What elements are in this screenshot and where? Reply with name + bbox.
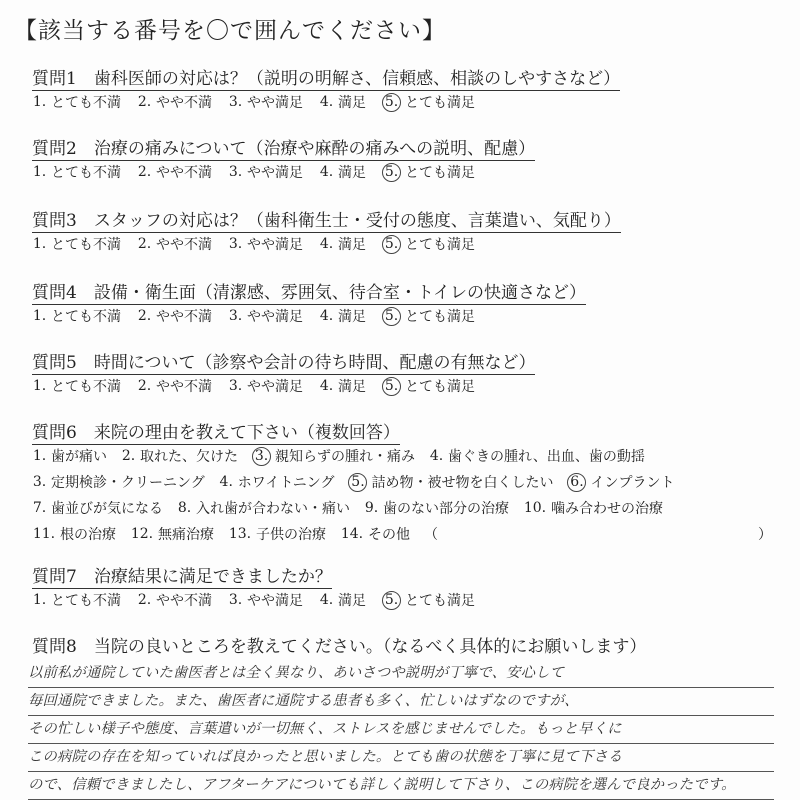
q3-option-3[interactable] <box>228 234 303 254</box>
q4-option-2[interactable] <box>137 306 212 326</box>
question-3-heading: 質問3 スタッフの対応は？（歯科衛生士・受付の態度、言葉遣い、気配り） <box>32 206 621 233</box>
option-label: とても不満 <box>51 165 121 181</box>
question-4-heading: 質問4 設備・衛生面（清潔感、雰囲気、待合室・トイレの快適さなど） <box>32 278 586 305</box>
q1-option-3[interactable] <box>228 92 303 112</box>
q4-option-4[interactable] <box>319 306 366 326</box>
option-label: とても満足 <box>405 593 475 609</box>
option-number: 2. <box>137 235 152 252</box>
option-label: ホワイトニング <box>237 475 335 491</box>
option-number: 3. <box>228 235 243 252</box>
q3-option-2[interactable] <box>137 234 212 254</box>
q6-option-6-selected[interactable] <box>567 472 674 492</box>
option-label: やや満足 <box>247 309 303 325</box>
question-5-heading: 質問5 時間について（診察や会計の待ち時間、配慮の有無など） <box>32 348 535 375</box>
circled-option-number: 5. <box>382 163 401 182</box>
option-number: 3. <box>228 163 243 180</box>
q5-option-4[interactable] <box>319 376 366 396</box>
option-number: 2. <box>137 377 152 394</box>
option-label: とても不満 <box>51 379 121 395</box>
q6-option-7[interactable] <box>32 498 163 518</box>
option-number: 3. <box>228 377 243 394</box>
option-number: 4. <box>219 473 233 490</box>
question-8-heading: 質問8 当院の良いところを教えてください。（なるべく具体的にお願いします） <box>32 637 647 657</box>
option-number: 4. <box>429 447 444 464</box>
option-number: 4. <box>319 235 334 252</box>
q5-option-3[interactable] <box>228 376 303 396</box>
circled-option-number: 3. <box>252 447 271 466</box>
option-label: 噛み合わせの治療 <box>551 501 663 517</box>
option-number: 14. <box>340 525 364 542</box>
q7-option-4[interactable] <box>319 590 366 610</box>
q3-option-1[interactable] <box>32 234 121 254</box>
option-label: やや不満 <box>156 379 212 395</box>
option-number: 1. <box>32 235 47 252</box>
option-number: 3. <box>228 307 243 324</box>
option-label: その他 <box>368 527 410 543</box>
option-number: 1. <box>32 591 47 608</box>
option-label: 歯のない部分の治療 <box>383 501 509 517</box>
q2-option-3[interactable] <box>228 162 303 182</box>
q6-option-8[interactable] <box>177 498 350 518</box>
question-2-options <box>32 162 491 182</box>
question-2-heading: 質問2 治療の痛みについて（治療や麻酔の痛みへの説明、配慮） <box>32 134 535 161</box>
option-label: 子供の治療 <box>256 527 326 543</box>
option-label: やや満足 <box>247 593 303 609</box>
circled-option-number: 5. <box>382 307 401 326</box>
option-label: 詰め物・被せ物を白くしたい <box>371 475 554 491</box>
other-paren-open: （ <box>424 527 438 543</box>
option-label: 満足 <box>338 95 366 111</box>
q4-option-5-selected[interactable] <box>382 306 475 326</box>
option-number: 2. <box>137 93 152 110</box>
answer-line-1: 以前私が通院していた歯医者とは全く異なり、あいさつや説明が丁寧で、安心して <box>28 660 774 688</box>
question-7-options <box>32 590 491 610</box>
circled-option-number: 5. <box>382 591 401 610</box>
option-label: とても満足 <box>405 165 475 181</box>
question-7-heading: 質問7 治療結果に満足できましたか？ <box>32 562 332 589</box>
option-label: やや不満 <box>156 309 212 325</box>
question-6-row-2 <box>32 472 688 492</box>
option-label: とても満足 <box>405 95 475 111</box>
option-label: 満足 <box>338 593 366 609</box>
option-number: 1. <box>32 447 47 464</box>
option-label: とても不満 <box>51 95 121 111</box>
q2-option-5-selected[interactable] <box>382 162 475 182</box>
option-label: 定期検診・クリーニング <box>51 475 205 491</box>
option-label: 歯並びが気になる <box>51 501 163 517</box>
q3-option-5-selected[interactable] <box>382 234 475 254</box>
q4-option-1[interactable] <box>32 306 121 326</box>
q6-option-5-selected[interactable] <box>348 472 553 492</box>
question-6-heading: 質問6 来院の理由を教えて下さい（複数回答） <box>32 418 400 445</box>
option-label: やや満足 <box>247 165 303 181</box>
option-number: 4. <box>319 377 334 394</box>
option-label: とても満足 <box>405 309 475 325</box>
q1-option-5-selected[interactable] <box>382 92 475 112</box>
option-label: とても不満 <box>51 593 121 609</box>
option-number: 12. <box>130 525 154 542</box>
option-number: 2. <box>137 307 152 324</box>
option-number: 9. <box>364 499 379 516</box>
q7-option-3[interactable] <box>228 590 303 610</box>
q6-option-1[interactable] <box>32 446 107 466</box>
option-label: やや不満 <box>156 95 212 111</box>
q4-option-3[interactable] <box>228 306 303 326</box>
q7-option-2[interactable] <box>137 590 212 610</box>
q6-option-2[interactable] <box>121 446 238 466</box>
option-label: 歯が痛い <box>51 449 107 465</box>
option-label: とても不満 <box>51 237 121 253</box>
q6-option-4[interactable] <box>429 446 645 466</box>
question-6-row-3 <box>32 498 677 518</box>
page-title: 【該当する番号を〇で囲んでください】 <box>14 18 446 44</box>
option-number: 2. <box>137 591 152 608</box>
option-number: 3. <box>228 591 243 608</box>
option-number: 3. <box>228 93 243 110</box>
option-label: やや不満 <box>156 593 212 609</box>
q5-option-2[interactable] <box>137 376 212 396</box>
option-number: 4. <box>319 307 334 324</box>
other-paren-close: ） <box>758 527 772 543</box>
circled-option-number: 6. <box>567 473 586 492</box>
q7-option-1[interactable] <box>32 590 121 610</box>
q6-option-checkup[interactable] <box>32 472 205 492</box>
option-label: やや満足 <box>247 237 303 253</box>
option-label: とても満足 <box>405 379 475 395</box>
q6-option-9[interactable] <box>364 498 509 518</box>
circled-option-number: 5. <box>382 235 401 254</box>
question-6-row-1 <box>32 446 659 466</box>
option-label: 満足 <box>338 379 366 395</box>
option-number: 4. <box>319 163 334 180</box>
question-4-options <box>32 306 491 326</box>
option-number: 4. <box>319 93 334 110</box>
q7-option-5-selected[interactable] <box>382 590 475 610</box>
q6-option-14[interactable] <box>340 524 410 544</box>
q1-option-2[interactable] <box>137 92 212 112</box>
option-label: インプラント <box>590 475 675 491</box>
option-label: 取れた、欠けた <box>140 449 238 465</box>
option-label: 親知らずの腫れ・痛み <box>275 449 415 465</box>
q3-option-4[interactable] <box>319 234 366 254</box>
option-number: 1. <box>32 163 47 180</box>
q5-option-1[interactable] <box>32 376 121 396</box>
option-label: 無痛治療 <box>158 527 214 543</box>
circled-option-number: 5. <box>382 93 401 112</box>
option-number: 8. <box>177 499 192 516</box>
option-number: 1. <box>32 307 47 324</box>
option-label: 満足 <box>338 237 366 253</box>
q2-option-1[interactable] <box>32 162 121 182</box>
circled-option-number: 5. <box>382 377 401 396</box>
option-label: 入れ歯が合わない・痛い <box>196 501 350 517</box>
option-label: 満足 <box>338 309 366 325</box>
option-label: とても不満 <box>51 309 121 325</box>
option-number: 11. <box>32 525 56 542</box>
option-number: 2. <box>121 447 136 464</box>
q2-option-2[interactable] <box>137 162 212 182</box>
q6-option-10[interactable] <box>523 498 663 518</box>
q6-option-13[interactable] <box>228 524 326 544</box>
q6-option-3-selected[interactable] <box>252 446 415 466</box>
q2-option-4[interactable] <box>319 162 366 182</box>
option-label: 根の治療 <box>60 527 116 543</box>
option-number: 1. <box>32 93 47 110</box>
question-6-row-4 <box>32 524 772 544</box>
question-1-heading: 質問1 歯科医師の対応は？（説明の明解さ、信頼感、相談のしやすさなど） <box>32 64 620 91</box>
answer-line-2: 毎回通院できました。また、歯医者に通院する患者も多く、忙しいはずなのですが、 <box>28 688 774 716</box>
q6-option-12[interactable] <box>130 524 214 544</box>
option-label: とても満足 <box>405 237 475 253</box>
answer-line-4: この病院の存在を知っていれば良かったと思いました。とても歯の状態を丁寧に見て下さる <box>28 744 774 772</box>
option-number: 1. <box>32 377 47 394</box>
option-number: 2. <box>137 163 152 180</box>
option-label: やや満足 <box>247 379 303 395</box>
option-number: 3. <box>32 473 47 490</box>
q6-option-11[interactable] <box>32 524 116 544</box>
q1-option-4[interactable] <box>319 92 366 112</box>
option-label: やや満足 <box>247 95 303 111</box>
option-number: 10. <box>523 499 547 516</box>
option-label: やや不満 <box>156 165 212 181</box>
circled-option-number: 5. <box>348 473 367 492</box>
option-number: 7. <box>32 499 47 516</box>
question-1-options <box>32 92 491 112</box>
answer-line-3: その忙しい様子や態度、言葉遣いが一切無く、ストレスを感じませんでした。もっと早くに <box>28 716 774 744</box>
question-3-options <box>32 234 491 254</box>
q5-option-5-selected[interactable] <box>382 376 475 396</box>
option-label: 歯ぐきの腫れ、出血、歯の動揺 <box>448 449 645 465</box>
option-number: 4. <box>319 591 334 608</box>
answer-line-5: ので、信頼できましたし、アフターケアについても詳しく説明して下さり、この病院を選んで良かったです。 <box>28 772 774 800</box>
question-5-options <box>32 376 491 396</box>
option-label: やや不満 <box>156 237 212 253</box>
option-label: 満足 <box>338 165 366 181</box>
option-number: 13. <box>228 525 252 542</box>
q1-option-1[interactable] <box>32 92 121 112</box>
q6-option-whitening[interactable] <box>219 472 335 492</box>
handwritten-answer[interactable] <box>28 660 774 800</box>
